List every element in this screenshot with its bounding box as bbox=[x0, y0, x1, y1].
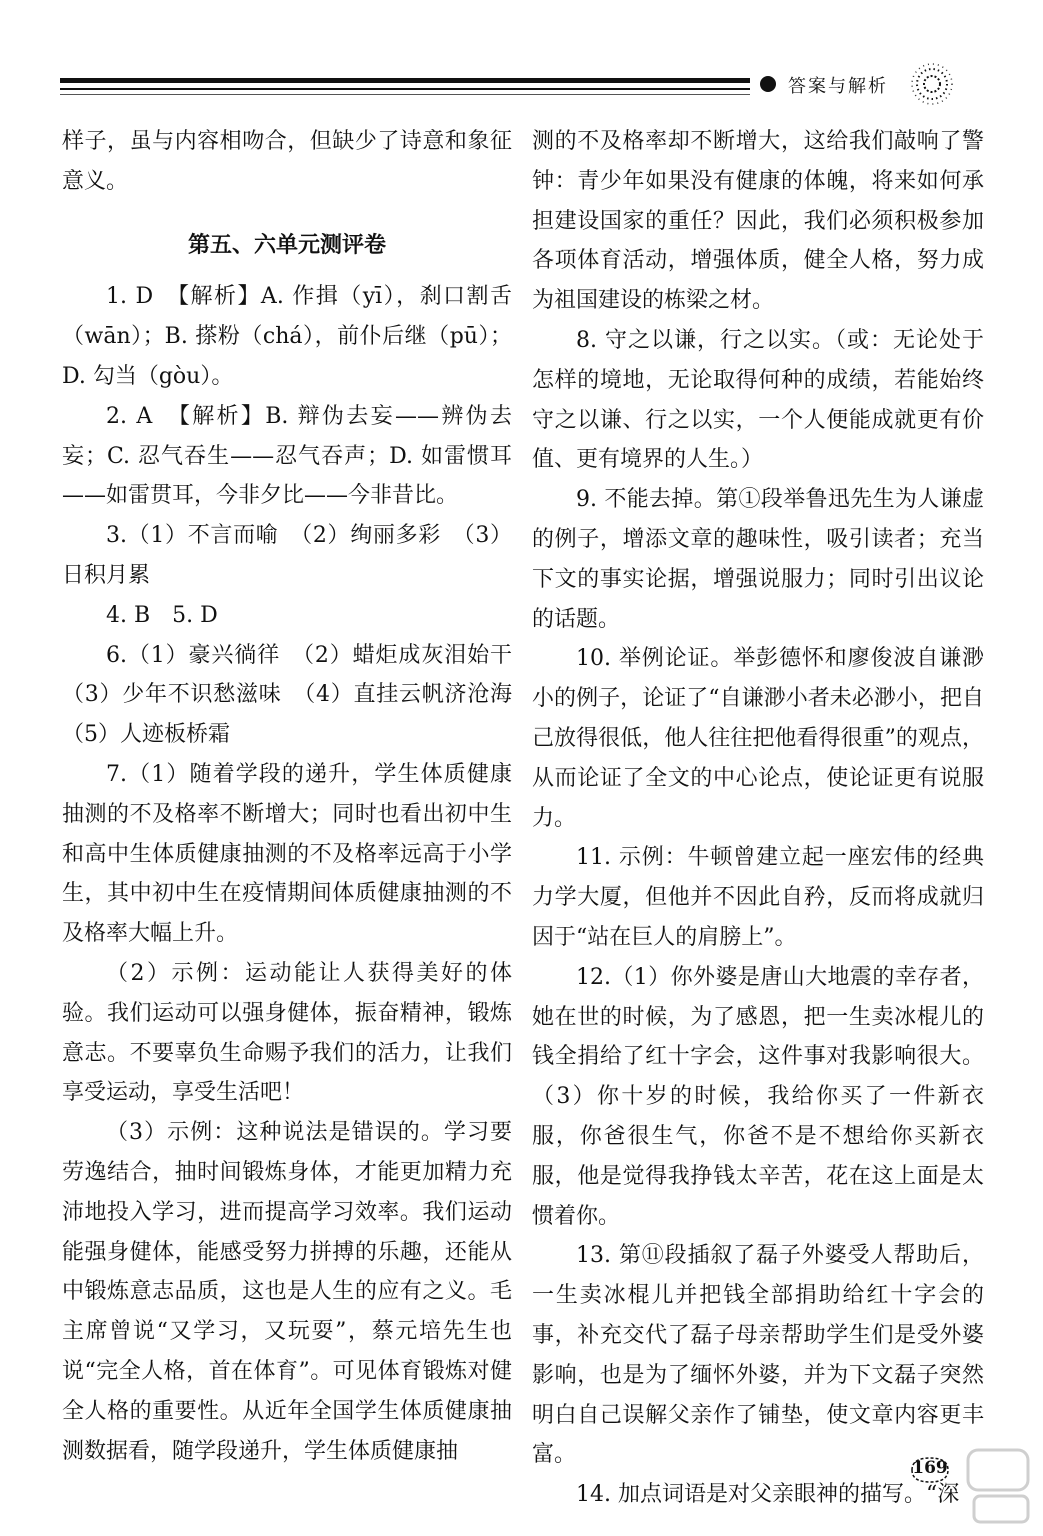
page-number: 169 bbox=[912, 1458, 948, 1478]
left-paragraph: 6.（1）豪兴徜徉 （2）蜡炬成灰泪始干（3）少年不识愁滋味 （4）直挂云帆济沧海（5）人迹板桥霜 bbox=[62, 642, 512, 748]
left-paragraph: （3）示例：这种说法是错误的。学习要劳逸结合，抽时间锻炼身体，才能更加精力充沛地投入学习，进而提高学习效率。我们运动能强身健体，能感受努力拼搏的乐趣，还能从中锻炼意志品质，这也是人生的应有之义。毛主席曾说“又学习，又玩耍”，蔡元培先生也说“完全人格，首在体育”。可见体育锻炼对健全人格的重要性。从近年全国学生体质健康抽测数据看，随学段递升，学生体质健康抽 bbox=[62, 1120, 512, 1464]
header-title: 答案与解析 bbox=[788, 76, 888, 97]
left-paragraph: 7.（1）随着学段的递升，学生体质健康抽测的不及格率不断增大；同时也看出初中生和高中生体质健康抽测的不及格率远高于小学生，其中初中生在疫情期间体质健康抽测的不及格率大幅上升。 bbox=[62, 761, 512, 947]
right-column bbox=[532, 122, 984, 1515]
left-paragraph: 1. D 【解析】A. 作揖（yī），刹口割舌（wān）；B. 搽粉（chá），前仆后继（pū）；D. 勾当（gòu）。 bbox=[62, 284, 512, 389]
watermark-logo-icon bbox=[960, 1440, 1040, 1530]
left-paragraph: （2）示例：运动能让人获得美好的体验。我们运动可以强身健体，振奋精神，锻炼意志。不要辜负生命赐予我们的活力，让我们享受运动，享受生活吧！ bbox=[62, 960, 512, 1106]
section-title: 第五、六单元测评卷 bbox=[187, 231, 386, 258]
left-paragraph: 4. B 5. D bbox=[106, 602, 218, 628]
bullet-dot-icon bbox=[760, 76, 776, 92]
left-paragraph: 2. A 【解析】B. 辩伪去妄——辨伪去妄；C. 忍气吞生——忍气吞声；D. 如雷惯耳——如雷贯耳，今非夕比——今非昔比。 bbox=[62, 403, 512, 509]
left-paragraph: 样子，虽与内容相吻合，但缺少了诗意和象征意义。 bbox=[62, 129, 512, 194]
right-paragraph: 13. 第⑪段插叙了磊子外婆受人帮助后，一生卖冰棍儿并把钱全部捐助给红十字会的事，补充交代了磊子母亲帮助学生们是受外婆影响，也是为了缅怀外婆，并为下文磊子突然明白自己误解父亲作了铺垫，使文章内容更丰富。 bbox=[532, 1243, 984, 1468]
header-rule-thick bbox=[60, 78, 750, 83]
page-header bbox=[60, 70, 1020, 110]
header-rule-fade bbox=[60, 94, 750, 95]
right-paragraph: 10. 举例论证。举彭德怀和廖俊波自谦渺小的例子，论证了“自谦渺小者未必渺小，把自己放得很低，他人往往把他看得很重”的观点，从而论证了全文的中心论点，使论证更有说服力。 bbox=[532, 646, 984, 831]
right-paragraph: 12.（1）你外婆是唐山大地震的幸存者，她在世的时候，为了感恩，把一生卖冰棍儿的钱全捐给了红十字会，这件事对我影响很大。（3）你十岁的时候，我给你买了一件新衣服，你爸很生气，你爸不是不想给你买新衣服，他是觉得我挣钱太辛苦，花在这上面是太惯着你。 bbox=[532, 964, 984, 1229]
right-paragraph: 11. 示例：牛顿曾建立起一座宏伟的经典力学大厦，但他并不因此自矜，反而将成就归因于“站在巨人的肩膀上”。 bbox=[532, 845, 984, 950]
header-rule-thin bbox=[60, 88, 750, 90]
right-paragraph: 8. 守之以谦，行之以实。（或：无论处于怎样的境地，无论取得何种的成绩，若能始终守之以谦、行之以实，一个人便能成就更有价值、更有境界的人生。） bbox=[532, 327, 984, 473]
left-column bbox=[62, 122, 512, 1471]
sun-ornament-icon bbox=[910, 62, 954, 106]
right-paragraph: 9. 不能去掉。第①段举鲁迅先生为人谦虚的例子，增添文章的趣味性，吸引读者；充当下文的事实论据，增强说服力；同时引出议论的话题。 bbox=[532, 487, 984, 632]
right-paragraph: 14. 加点词语是对父亲眼神的描写。“深 bbox=[576, 1482, 960, 1508]
left-paragraph: 3.（1）不言而喻 （2）绚丽多彩 （3）日积月累 bbox=[62, 523, 512, 588]
right-paragraph: 测的不及格率却不断增大，这给我们敲响了警钟：青少年如果没有健康的体魄，将来如何承担建设国家的重任？因此，我们必须积极参加各项体育活动，增强体质，健全人格，努力成为祖国建设的栋梁之材。 bbox=[532, 129, 984, 314]
